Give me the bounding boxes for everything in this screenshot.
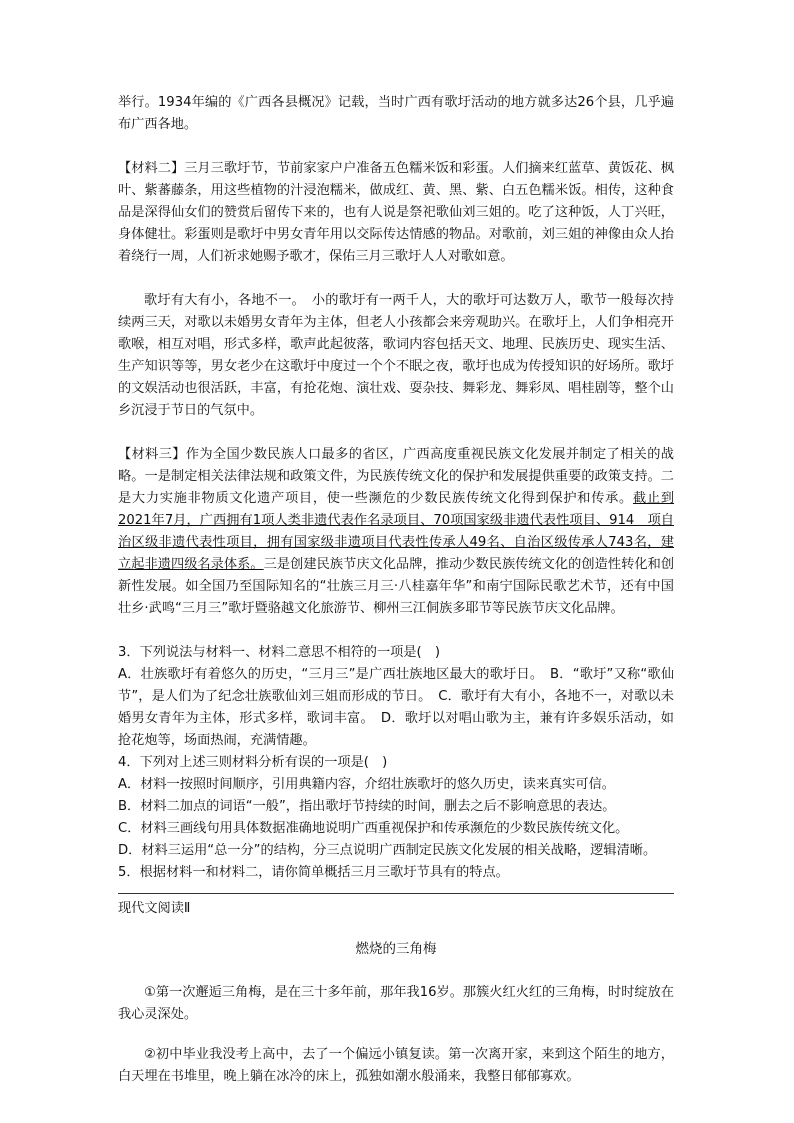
question-4-option-d: D．材料三运用“总一分”的结构，分三点说明广西制定民族文化发展的相关战略，逻辑清晰。 — [118, 843, 657, 858]
document-page — [118, 92, 674, 1088]
intro-paragraph: 举行。1934年编的《广西各县概况》记载，当时广西有歌圩活动的地方就多达26个县，几乎遍布广西各地。 — [118, 95, 674, 132]
question-4: 4．下列对上述三则材料分析有误的一项是( ) — [118, 755, 388, 770]
question-3: 3．下列说法与材料一、材料二意思不相符的一项是( ) — [118, 645, 440, 660]
section-divider — [118, 893, 674, 894]
material3-text-after: 三是创建民族节庆文化品牌，推动少数民族传统文化的创造性转化和创新性发展。如全国乃至国际知名的“壮族三月三·八桂嘉年华”和南宁国际民歌艺术节，还有中国壮乡·武鸣“三月三”歌圩暨骆越文化旅游节、柳州三江侗族多耶节等民族节庆文化品牌。 — [118, 557, 675, 616]
question-5: 5．根据材料一和材料二，请你简单概括三月三歌圩节具有的特点。 — [118, 865, 509, 880]
material3-underlined-sentence: 截止到2021年7月，广西拥有1项人类非遗代表作名录项目、70项国家级非遗代表性项目、914 项自治区级非遗代表性项目，拥有国家级非遗项目代表性传承人49名、自治区级传承人743名，建立起非遗四级名录体系。 — [118, 491, 675, 572]
article-paragraph-2: ②初中毕业我没考上高中，去了一个偏远小镇复读。第一次离开家，来到这个陌生的地方，白天埋在书堆里，晚上躺在冰冷的床上，孤独如潮水般涌来，我整日郁郁寡欢。 — [118, 1047, 674, 1084]
material2-paragraph-2: 歌圩有大有小，各地不一。 小的歌圩有一两千人，大的歌圩可达数万人，歌节一般每次持续两三天，对歌以未婚男女青年为主体，但老人小孩都会来旁观助兴。在歌圩上，人们争相亮开歌喉，相互对唱，形式多样，歌声此起彼落，歌词内容包括天文、地理、民族历史、现实生活、生产知识等等，男女老少在这歌圩中度过一个个不眠之夜，歌圩也成为传授知识的好场所。歌圩的文娱活动也很活跃，丰富，有抢花炮、演壮戏、耍杂技、舞彩龙、舞彩凤、唱桂剧等，整个山乡沉浸于节日的气氛中。 — [118, 293, 674, 418]
article-paragraph-1: ①第一次邂逅三角梅，是在三十多年前，那年我16岁。那簇火红火红的三角梅，时时绽放在我心灵深处。 — [118, 985, 674, 1022]
question-3-options: A．壮族歌圩有着悠久的历史，“三月三”是广西壮族地区最大的歌圩日。 B．“歌圩”又称“歌仙节”，是人们为了纪念壮族歌仙刘三姐而形成的节日。 C．歌圩有大有小，各地不一，对歌以未婚男女青年为主体，形式多样，歌词丰富。 D．歌圩以对唱山歌为主，兼有许多娱乐活动，如抢花炮等，场面热闹，充满情趣。 — [118, 667, 674, 748]
material3-text-before: 【材料三】作为全国少数民族人口最多的省区，广西高度重视民族文化发展并制定了相关的战略。一是制定相关法律法规和政策文件，为民族传统文化的保护和发展提供重要的政策支持。二是大力实施非物质文化遗产项目，使一些濒危的少数民族传统文化得到保护和传承。 — [118, 447, 674, 506]
question-4-option-a: A．材料一按照时间顺序，引用典籍内容，介绍壮族歌圩的悠久历史，读来真实可信。 — [118, 777, 615, 792]
material3-paragraph — [118, 444, 674, 620]
question-4-option-b: B．材料二加点的词语“一般”，指出歌圩节持续的时间，删去之后不影响意思的表达。 — [118, 799, 616, 814]
material2-paragraph-1: 【材料二】三月三歌圩节，节前家家户户准备五色糯米饭和彩蛋。人们摘来红蓝草、黄饭花、枫叶、紫蕃藤条，用这些植物的汁浸泡糯米，做成红、黄、黑、紫、白五色糯米饭。相传，这种食品是深得仙女们的赞赏后留传下来的，也有人说是祭祀歌仙刘三姐的。吃了这种饭，人丁兴旺，身体健壮。彩蛋则是歌圩中男女青年用以交际传达情感的物品。对歌前，刘三姐的神像由众人抬着绕行一周，人们祈求她赐予歌才，保佑三月三歌圩人人对歌如意。 — [118, 161, 674, 264]
section-heading: 现代文阅读Ⅱ — [118, 901, 191, 916]
question-4-option-c: C．材料三画线句用具体数据准确地说明广西重视保护和传承濒危的少数民族传统文化。 — [118, 821, 629, 836]
article-title: 燃烧的三角梅 — [355, 941, 437, 957]
